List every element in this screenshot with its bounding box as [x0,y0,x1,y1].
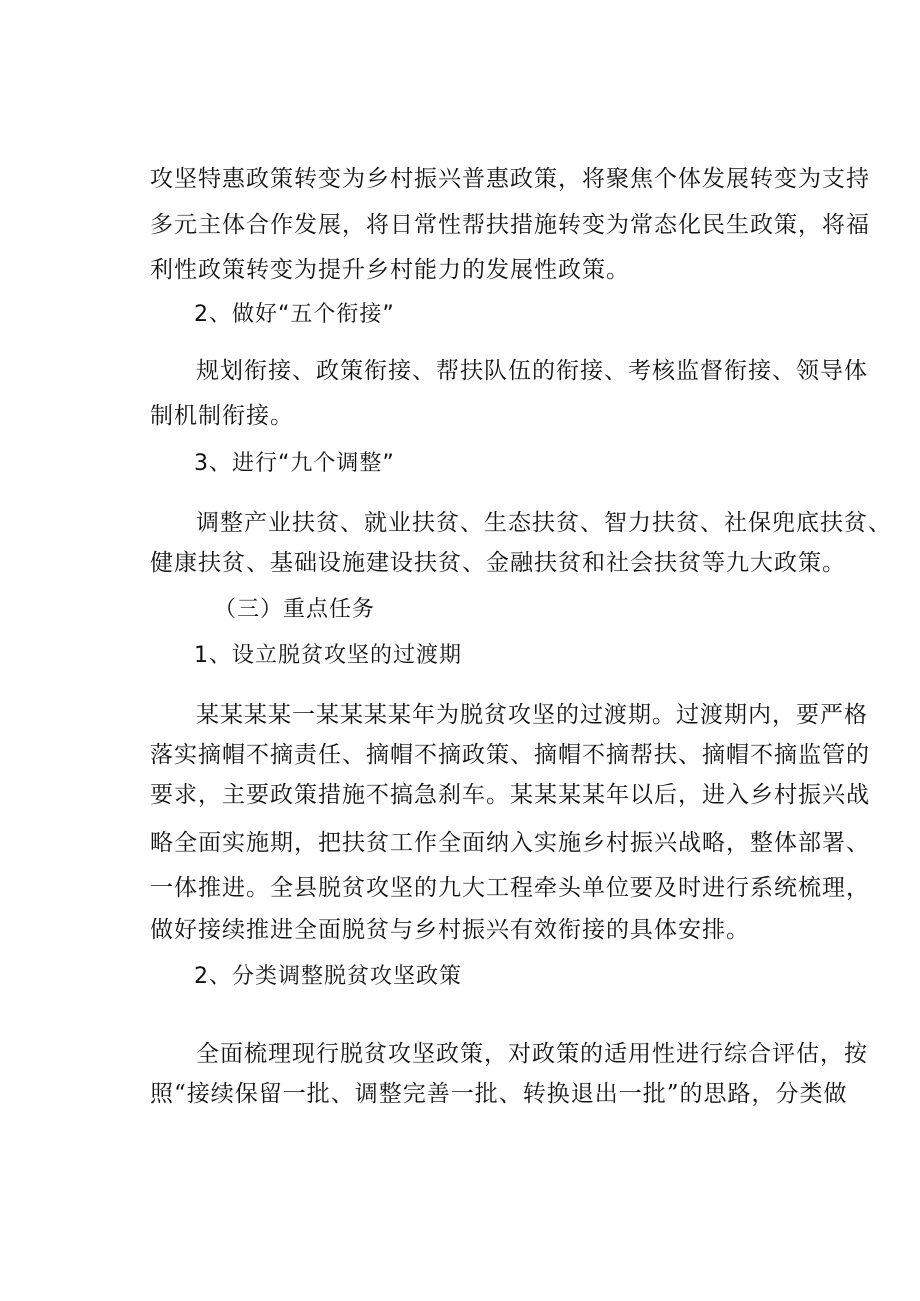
paragraph-line: 攻坚特惠政策转变为乡村振兴普惠政策，将聚焦个体发展转变为支持 [150,166,870,192]
section-heading-key-tasks: （三）重点任务 [214,597,376,622]
paragraph-line: 利性政策转变为提升乡村能力的发展性政策。 [150,257,630,283]
paragraph-line: 制机制衔接。 [150,403,294,429]
paragraph-line: 规划衔接、政策衔接、帮扶队伍的衔接、考核监督衔接、领导体 [196,358,868,384]
paragraph-line: 一体推进。全县脱贫攻坚的九大工程牵头单位要及时进行系统梳理， [150,875,870,901]
paragraph-line: 多元主体合作发展，将日常性帮扶措施转变为常态化民生政策，将福 [150,212,870,238]
subheading-nine-adjustments: 3、进行“九个调整” [194,451,395,476]
task-2-heading: 2、分类调整脱贫攻坚政策 [194,964,462,989]
paragraph-line: 全面梳理现行脱贫攻坚政策，对政策的适用性进行综合评估，按 [196,1041,868,1067]
paragraph-line: 做好接续推进全面脱贫与乡村振兴有效衔接的具体安排。 [150,917,750,943]
paragraph-line: 某某某某一某某某某年为脱贫攻坚的过渡期。过渡期内，要严格 [196,702,868,728]
task-1-heading: 1、设立脱贫攻坚的过渡期 [194,643,462,668]
paragraph-line: 照“接续保留一批、调整完善一批、转换退出一批”的思路，分类做 [150,1081,848,1107]
paragraph-line: 健康扶贫、基础设施建设扶贫、金融扶贫和社会扶贫等九大政策。 [150,550,846,576]
paragraph-line: 落实摘帽不摘责任、摘帽不摘政策、摘帽不摘帮扶、摘帽不摘监管的 [150,742,870,768]
paragraph-line: 调整产业扶贫、就业扶贫、生态扶贫、智力扶贫、社保兜底扶贫、 [196,510,892,536]
subheading-five-connections: 2、做好“五个衔接” [194,302,395,327]
paragraph-line: 要求，主要政策措施不搞急刹车。某某某某年以后，进入乡村振兴战 [150,782,870,808]
paragraph-line: 略全面实施期，把扶贫工作全面纳入实施乡村振兴战略，整体部署、 [150,830,870,856]
